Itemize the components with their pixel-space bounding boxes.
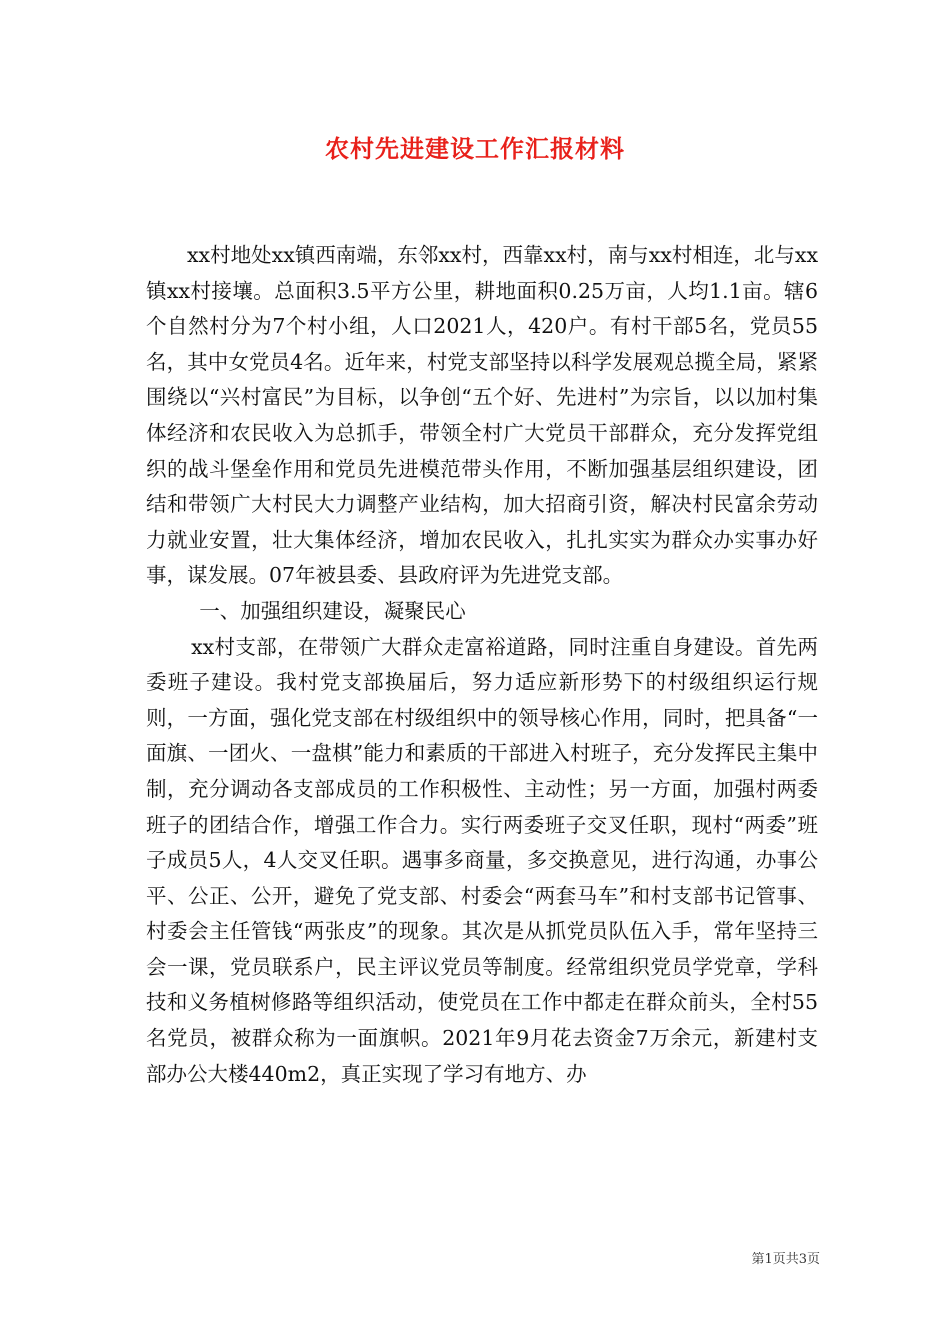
page-number: 第1页共3页: [751, 1252, 820, 1267]
section-heading: 一、加强组织建设，凝聚民心: [199, 598, 466, 623]
section-paragraph: xx村支部，在带领广大群众走富裕道路，同时注重自身建设。首先两委班子建设。我村党支部换届后，努力适应新形势下的村级组织运行规则，一方面，强化党支部在村级组织中的领导核心作用，同时，把具备“一面旗、一团火、一盘棋”能力和素质的干部进入村班子，充分发挥民主集中制，充分调动各支部成员的工作积极性、主动性；另一方面，加强村两委班子的团结合作，增强工作合力。实行两委班子交叉任职，现村“两委”班子成员5人，4人交叉任职。遇事多商量，多交换意见，进行沟通，办事公平、公正、公开，避免了党支部、村委会“两套马车”和村支部书记管事、村委会主任管钱“两张皮”的现象。其次是从抓党员队伍入手，常年坚持三会一课，党员联系户，民主评议党员等制度。经常组织党员学党章，学科技和义务植树修路等组织活动，使党员在工作中都走在群众前头，全村55名党员，被群众称为一面旗帜。2021年9月花去资金7万余元，新建村支部办公大楼440m2，真正实现了学习有地方、办: [146, 634, 818, 1086]
intro-paragraph: xx村地处xx镇西南端，东邻xx村，西靠xx村，南与xx村相连，北与xx镇xx村接壤。总面积3.5平方公里，耕地面积0.25万亩，人均1.1亩。辖6个自然村分为7个村小组，人口2021人，420户。有村干部5名，党员55名，其中女党员4名。近年来，村党支部坚持以科学发展观总揽全局，紧紧围绕以“兴村富民”为目标，以争创“五个好、先进村”为宗旨，以以加村集体经济和农民收入为总抓手，带领全村广大党员干部群众，充分发挥党组织的战斗堡垒作用和党员先进模范带头作用，不断加强基层组织建设，团结和带领广大村民大力调整产业结构，加大招商引资，解决村民富余劳动力就业安置，壮大集体经济，增加农民收入，扎扎实实为群众办实事办好事，谋发展。07年被县委、县政府评为先进党支部。: [146, 243, 818, 588]
document-body: [146, 238, 818, 1092]
document-title: 农村先进建设工作汇报材料: [325, 134, 625, 163]
